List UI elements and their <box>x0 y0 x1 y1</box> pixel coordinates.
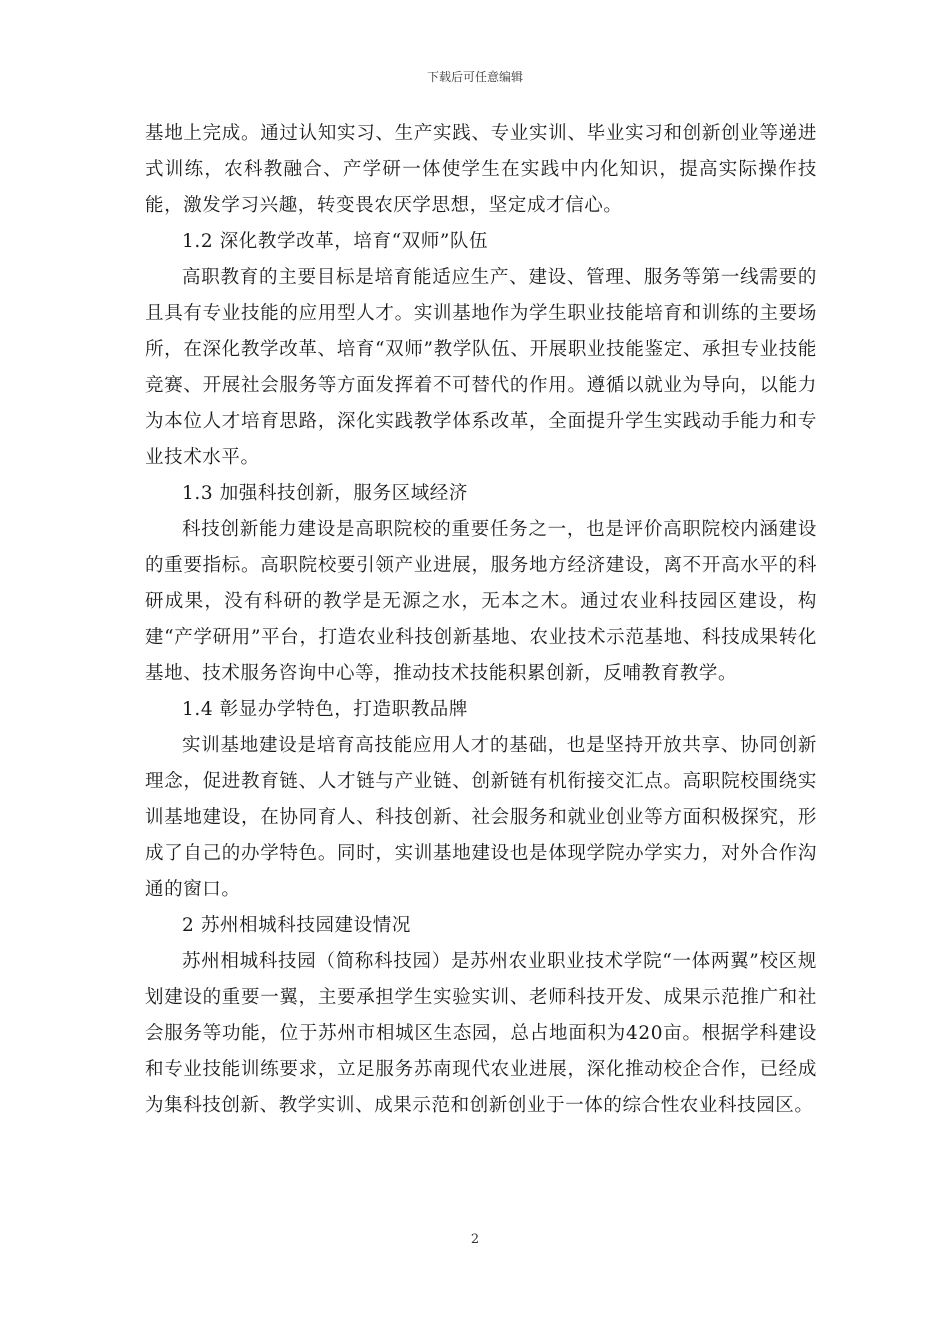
section-heading-1-2: 1.2 深化教学改革，培育“双师”队伍 <box>182 231 489 252</box>
document-body <box>145 116 817 1124</box>
paragraph-continued: 基地上完成。通过认知实习、生产实践、专业实训、毕业实习和创新创业等递进式训练，农科教融合、产学研一体使学生在实践中内化知识，提高实际操作技能，激发学习兴趣，转变畏农厌学思想，坚定成才信心。 <box>145 123 817 216</box>
paragraph-1-3: 科技创新能力建设是高职院校的重要任务之一，也是评价高职院校内涵建设的重要指标。高职院校要引领产业进展，服务地方经济建设，离不开高水平的科研成果，没有科研的教学是无源之水，无本之木。通过农业科技园区建设，构建“产学研用”平台，打造农业科技创新基地、农业技术示范基地、科技成果转化基地、技术服务咨询中心等，推动技术技能积累创新，反哺教育教学。 <box>145 519 817 684</box>
section-heading-1-3: 1.3 加强科技创新，服务区域经济 <box>182 483 469 504</box>
paragraph-2: 苏州相城科技园（简称科技园）是苏州农业职业技术学院“一体两翼”校区规划建设的重要一翼，主要承担学生实验实训、老师科技开发、成果示范推广和社会服务等功能，位于苏州市相城区生态园，总占地面积为420亩。根据学科建设和专业技能训练要求，立足服务苏南现代农业进展，深化推动校企合作，已经成为集科技创新、教学实训、成果示范和创新创业于一体的综合性农业科技园区。 <box>145 951 817 1116</box>
section-heading-2: 2 苏州相城科技园建设情况 <box>182 915 411 936</box>
page-header-note: 下载后可任意编辑 <box>426 70 523 84</box>
paragraph-1-2: 高职教育的主要目标是培育能适应生产、建设、管理、服务等第一线需要的且具有专业技能的应用型人才。实训基地作为学生职业技能培育和训练的主要场所，在深化教学改革、培育“双师”教学队伍、开展职业技能鉴定、承担专业技能竞赛、开展社会服务等方面发挥着不可替代的作用。遵循以就业为导向，以能力为本位人才培育思路，深化实践教学体系改革，全面提升学生实践动手能力和专业技术水平。 <box>145 267 817 468</box>
paragraph-1-4: 实训基地建设是培育高技能应用人才的基础，也是坚持开放共享、协同创新理念，促进教育链、人才链与产业链、创新链有机衔接交汇点。高职院校围绕实训基地建设，在协同育人、科技创新、社会服务和就业创业等方面积极探究，形成了自己的办学特色。同时，实训基地建设也是体现学院办学实力，对外合作沟通的窗口。 <box>145 735 817 900</box>
page-number: 2 <box>470 1232 480 1247</box>
section-heading-1-4: 1.4 彰显办学特色，打造职教品牌 <box>182 699 469 720</box>
